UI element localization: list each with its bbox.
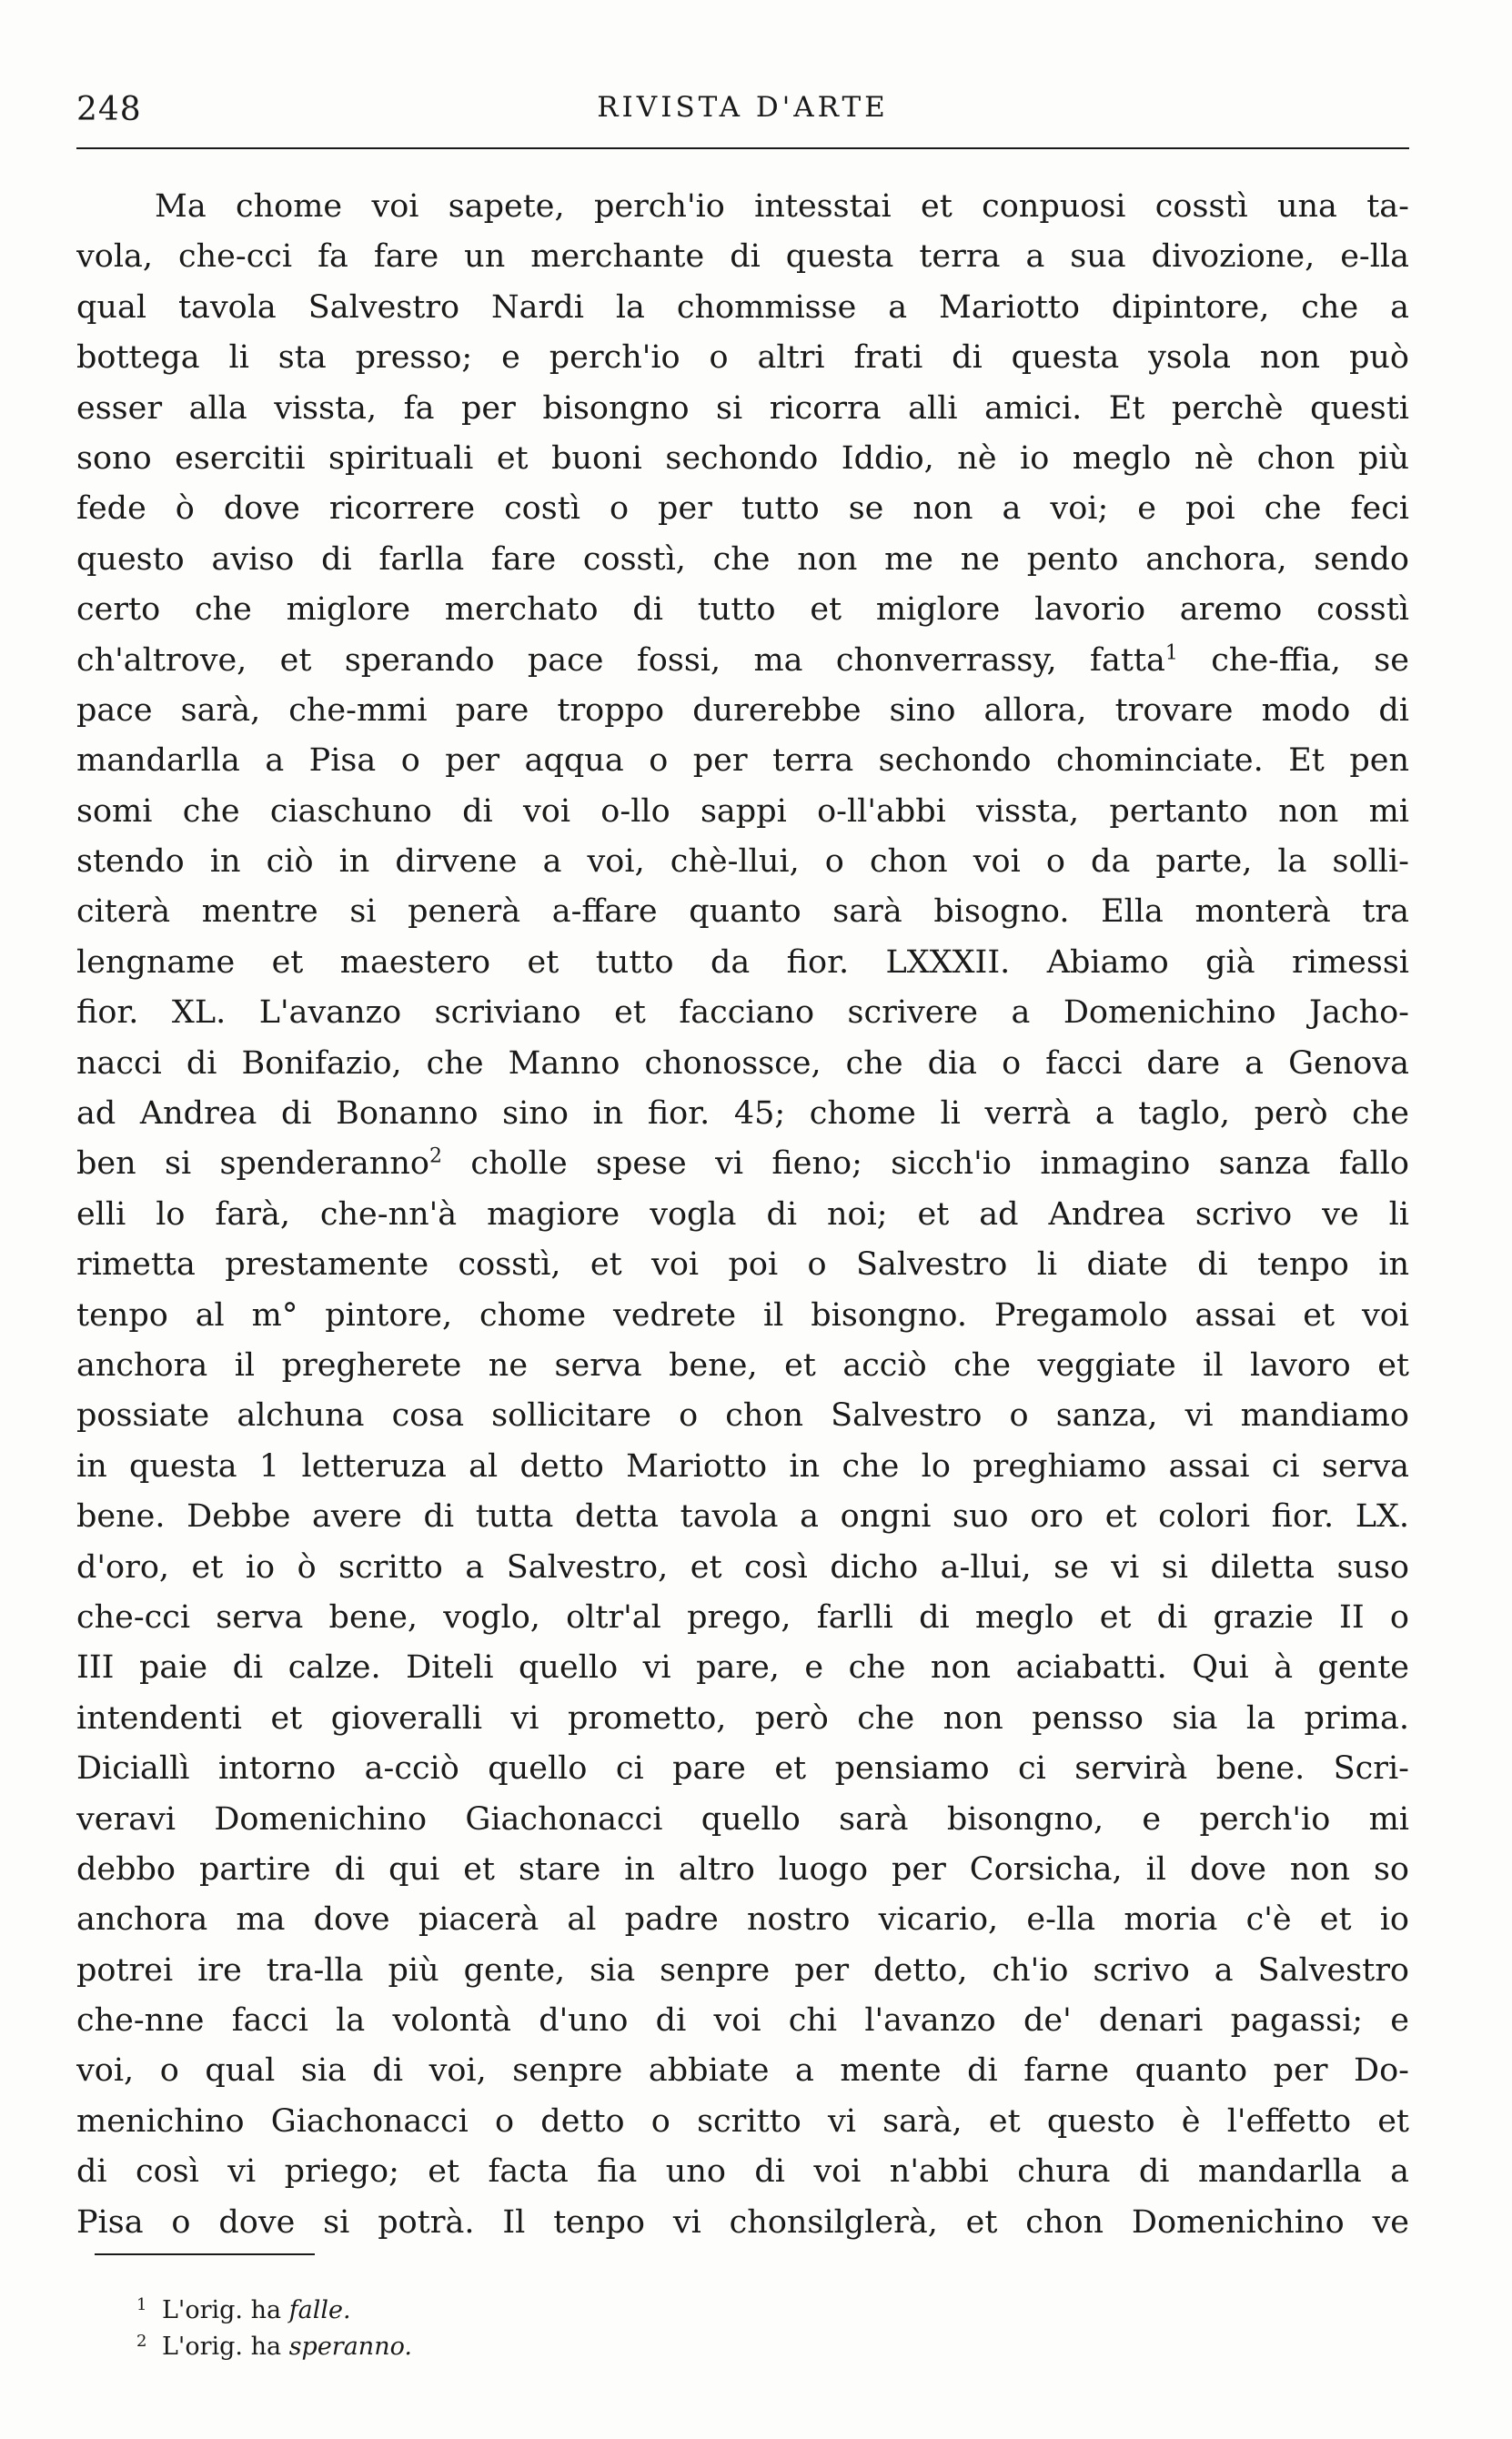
text-line: Ma chome voi sapete, perch'io intesstai et conpuosi cosstì una ta- bbox=[155, 188, 1409, 225]
text-line: anchora ma dove piacerà al padre nostro vicario, e-lla moria c'è et io bbox=[76, 1901, 1409, 1939]
text-line: pace sarà, che-mmi pare troppo durerebbe sino allora, trovare modo di bbox=[76, 691, 1409, 729]
footnote-mark: 1 bbox=[136, 2295, 147, 2314]
text-line: Diciallì intorno a-cciò quello ci pare et pensiamo ci servirà bene. Scri- bbox=[76, 1750, 1409, 1788]
text-line: fior. XL. L'avanzo scriviano et facciano scrivere a Domenichino Jacho- bbox=[76, 994, 1409, 1032]
text-line: citerà mentre si penerà a-ffare quanto sarà bisogno. Ella monterà tra bbox=[76, 893, 1409, 931]
footnote-mark: 2 bbox=[136, 2332, 147, 2351]
page-number: 248 bbox=[76, 91, 142, 128]
footnote-ref-1: 1 bbox=[1164, 640, 1178, 664]
footnote-2 bbox=[136, 2329, 981, 2365]
text-line-with-footnote-2 bbox=[76, 1139, 1409, 1189]
footnote-italic: falle. bbox=[288, 2296, 351, 2324]
text-line: elli lo farà, che-nn'à magiore vogla di noi; et ad Andrea scrivo ve li bbox=[76, 1195, 1409, 1233]
text-line: lengname et maestero et tutto da fior. LXXXII. Abiamo già rimessi bbox=[76, 943, 1409, 981]
text-line: tenpo al m° pintore, chome vedrete il bisongno. Pregamolo assai et voi bbox=[76, 1296, 1409, 1334]
footnote-text: L'orig. ha bbox=[162, 2333, 282, 2361]
footnote-text: L'orig. ha bbox=[162, 2296, 282, 2324]
text-line: d'oro, et io ò scritto a Salvestro, et così dicho a-llui, se vi si diletta suso bbox=[76, 1548, 1409, 1586]
footnote-rule bbox=[95, 2253, 315, 2255]
text-line: sono esercitii spirituali et buoni sechondo Iddio, nè io meglo nè chon più bbox=[76, 439, 1409, 477]
text-line: bottega li sta presso; e perch'io o altri frati di questa ysola non può bbox=[76, 339, 1409, 377]
text-line: somi che ciaschuno di voi o-llo sappi o-ll'abbi vissta, pertanto non mi bbox=[76, 792, 1409, 830]
text-line: anchora il pregherete ne serva bene, et acciò che veggiate il lavoro et bbox=[76, 1346, 1409, 1384]
text-line: fede ò dove ricorrere costì o per tutto se non a voi; e poi che feci bbox=[76, 490, 1409, 528]
text-segment: che-ffia, se bbox=[1211, 641, 1409, 679]
text-line: che-nne facci la volontà d'uno di voi chi l'avanzo de' denari pagassi; e bbox=[76, 2002, 1409, 2040]
text-segment: ben si spenderanno bbox=[76, 1145, 429, 1183]
text-line: questo aviso di farlla fare cosstì, che non me ne pento anchora, sendo bbox=[76, 540, 1409, 578]
text-line: veravi Domenichino Giachonacci quello sarà bisongno, e perch'io mi bbox=[76, 1800, 1409, 1838]
footnote-italic: speranno. bbox=[288, 2333, 412, 2361]
text-line: debbo partire di qui et stare in altro luogo per Corsicha, il dove non so bbox=[76, 1850, 1409, 1888]
page-header bbox=[76, 80, 1409, 135]
text-line-with-footnote-1 bbox=[76, 636, 1409, 686]
text-line: III paie di calze. Diteli quello vi pare, e che non aciabatti. Qui à gente bbox=[76, 1649, 1409, 1687]
footnotes bbox=[136, 2293, 981, 2365]
text-segment: cholle spese vi fieno; sicch'io inmagino sanza fallo bbox=[470, 1145, 1409, 1183]
text-line: voi, o qual sia di voi, senpre abbiate a mente di farne quanto per Do- bbox=[76, 2052, 1409, 2090]
running-title: RIVISTA D'ARTE bbox=[597, 91, 889, 124]
text-line: in questa 1 letteruza al detto Mariotto in che lo preghiamo assai ci serva bbox=[76, 1447, 1409, 1485]
text-line: bene. Debbe avere di tutta detta tavola a ongni suo oro et colori fior. LX. bbox=[76, 1498, 1409, 1536]
text-line: menichino Giachonacci o detto o scritto vi sarà, et questo è l'effetto et bbox=[76, 2102, 1409, 2140]
text-line: Pisa o dove si potrà. Il tenpo vi chonsilglerà, et chon Domenichino ve bbox=[76, 2203, 1409, 2241]
text-line: di così vi priego; et facta fia uno di voi n'abbi chura di mandarlla a bbox=[76, 2153, 1409, 2191]
text-line: mandarlla a Pisa o per aqqua o per terra sechondo chominciate. Et pen bbox=[76, 742, 1409, 780]
text-line: vola, che-cci fa fare un merchante di questa terra a sua divozione, e-lla bbox=[76, 238, 1409, 276]
text-segment: ch'altrove, et sperando pace fossi, ma chonverrassy, fatta bbox=[76, 641, 1165, 679]
text-line: che-cci serva bene, voglo, oltr'al prego, farlli di meglo et di grazie II o bbox=[76, 1598, 1409, 1636]
text-line: qual tavola Salvestro Nardi la chommisse a Mariotto dipintore, che a bbox=[76, 288, 1409, 326]
text-line: intendenti et gioveralli vi prometto, però che non pensso sia la prima. bbox=[76, 1699, 1409, 1737]
text-line: nacci di Bonifazio, che Manno chonossce, che dia o facci dare a Genova bbox=[76, 1044, 1409, 1082]
text-line: ad Andrea di Bonanno sino in fior. 45; chome li verrà a taglo, però che bbox=[76, 1095, 1409, 1133]
text-line: possiate alchuna cosa sollicitare o chon Salvestro o sanza, vi mandiamo bbox=[76, 1397, 1409, 1435]
header-rule bbox=[76, 147, 1409, 149]
text-line: rimetta prestamente cosstì, et voi poi o Salvestro li diate di tenpo in bbox=[76, 1246, 1409, 1284]
footnote-ref-2: 2 bbox=[429, 1144, 442, 1168]
body-text bbox=[76, 182, 1409, 2248]
text-line: potrei ire tra-lla più gente, sia senpre per detto, ch'io scrivo a Salvestro bbox=[76, 1951, 1409, 1989]
text-line: esser alla vissta, fa per bisongno si ricorra alli amici. Et perchè questi bbox=[76, 389, 1409, 427]
footnote-1 bbox=[136, 2293, 981, 2329]
text-line: certo che miglore merchato di tutto et miglore lavorio aremo cosstì bbox=[76, 591, 1409, 629]
text-line: stendo in ciò in dirvene a voi, chè-llui, o chon voi o da parte, la solli- bbox=[76, 843, 1409, 881]
